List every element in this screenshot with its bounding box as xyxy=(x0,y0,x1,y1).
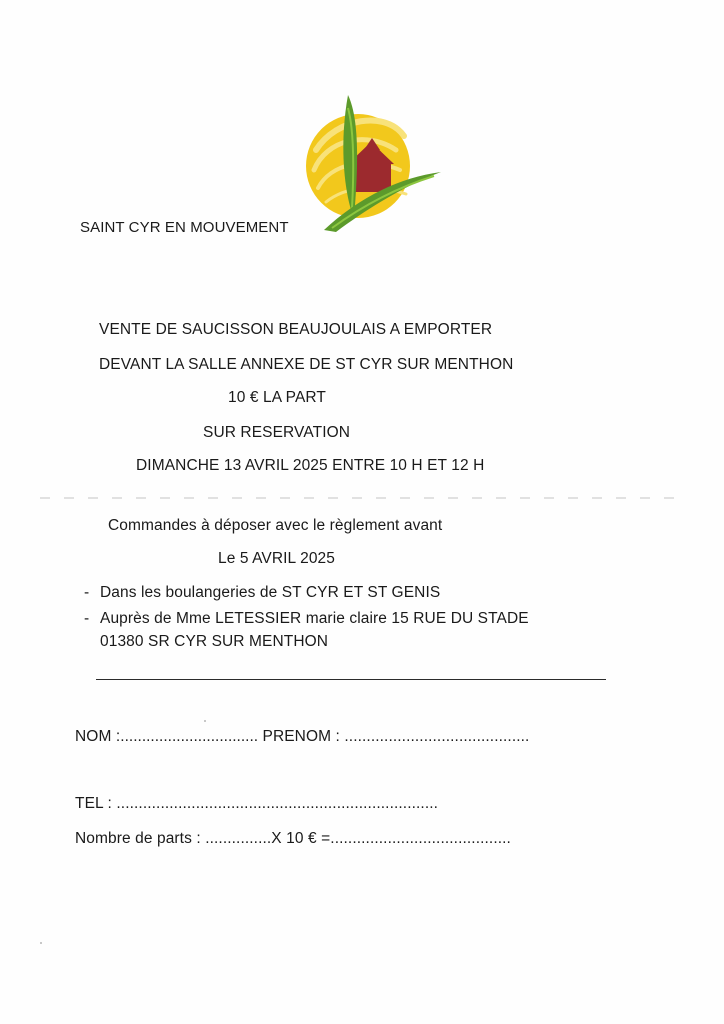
form-row-tel xyxy=(75,794,438,814)
list-item-address: Auprès de Mme LETESSIER marie claire 15 RUE DU STADE xyxy=(100,610,529,627)
list-item-bakeries: Dans les boulangeries de ST CYR ET ST GENIS xyxy=(100,584,441,601)
reservation-line: SUR RESERVATION xyxy=(203,424,351,441)
orders-intro: Commandes à déposer avec le règlement avant xyxy=(108,517,443,534)
price-line: 10 € LA PART xyxy=(228,389,326,406)
scan-speck xyxy=(40,942,42,944)
prenom-label: PRENOM : xyxy=(262,728,340,745)
tel-field[interactable]: ......................................................................... xyxy=(116,795,439,812)
form-row-name xyxy=(75,727,529,747)
nom-label: NOM : xyxy=(75,728,121,745)
tel-label: TEL : xyxy=(75,795,112,812)
cut-separator-line xyxy=(96,679,606,680)
date-time-line: DIMANCHE 13 AVRIL 2025 ENTRE 10 H ET 12 H xyxy=(136,457,485,474)
list-bullet: - xyxy=(84,584,90,601)
form-row-parts xyxy=(75,829,511,849)
prenom-field[interactable]: .......................................... xyxy=(344,728,530,745)
parts-quantity-field[interactable]: ............... xyxy=(205,830,272,847)
nom-field[interactable]: ................................ xyxy=(120,728,259,745)
total-field[interactable]: ......................................... xyxy=(330,830,511,847)
parts-label: Nombre de parts : xyxy=(75,830,201,847)
list-bullet: - xyxy=(84,610,90,627)
scan-speck xyxy=(204,720,206,722)
orders-deadline: Le 5 AVRIL 2025 xyxy=(218,550,335,567)
event-title-line-1: VENTE DE SAUCISSON BEAUJOULAIS A EMPORTER xyxy=(99,321,493,338)
scan-dashed-line xyxy=(40,497,680,499)
parts-multiplier: X 10 € = xyxy=(271,830,331,847)
list-item-address-postcode: 01380 SR CYR SUR MENTHON xyxy=(100,633,329,650)
event-title-line-2: DEVANT LA SALLE ANNEXE DE ST CYR SUR MENTHON xyxy=(99,356,514,373)
saint-cyr-logo-icon xyxy=(296,90,444,240)
org-name: SAINT CYR EN MOUVEMENT xyxy=(80,219,289,236)
